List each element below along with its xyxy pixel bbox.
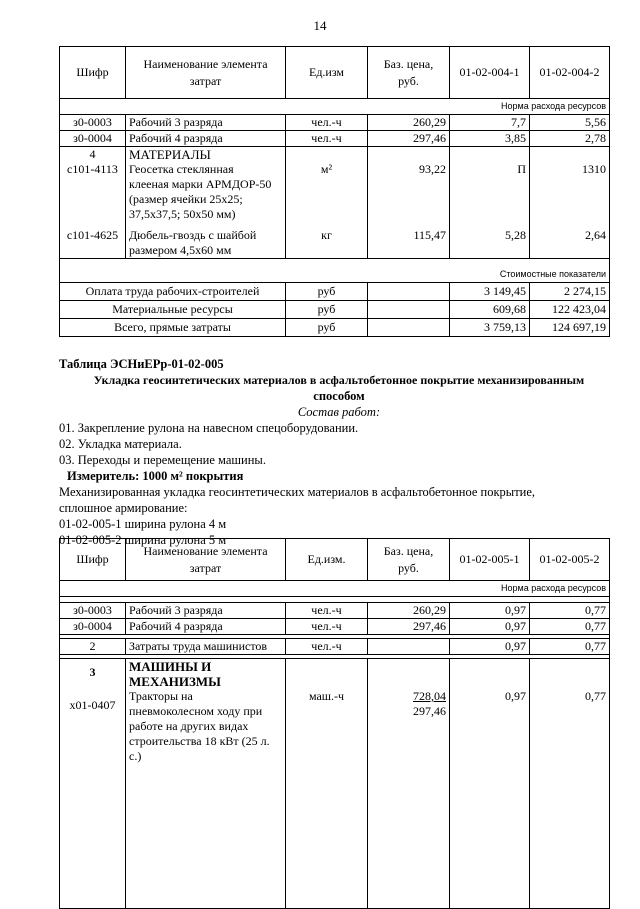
row-price: 297,46 [368,619,450,635]
row-unit: чел.-ч [286,115,368,131]
row-value1: 0,97 [450,603,530,619]
header-name [126,47,286,99]
work-step: 03. Переходы и перемещение машины. [59,453,266,467]
row-code: 2 [60,639,126,655]
header-code: Шифр [60,47,126,99]
row-code: з0-0004 [60,131,126,147]
row-name-line: работе на других видах [129,719,249,733]
header-col2: 01-02-004-2 [530,47,610,99]
row-unit [286,659,368,909]
variant-line: 01-02-005-2 ширина рулона 5 м [59,533,227,547]
header-price-line: Баз. цена, [383,543,434,558]
row-code: с101-4113 [60,162,126,222]
row-name-line: строительства 18 кВт (25 л. [129,734,270,748]
header-unit: Ед.изм [286,47,368,99]
section-number: 4 [60,147,126,163]
row-name-line: Дюбель-гвоздь с шайбой [129,228,257,242]
header-code: Шифр [60,539,126,581]
header-price-line: Баз. цена, [383,56,434,71]
section-row-materials [60,147,610,163]
row-unit: чел.-ч [286,619,368,635]
header-price [368,539,450,581]
row-price: 115,47 [368,222,450,259]
row-name [126,659,286,909]
totals-value2: 2 274,15 [530,282,610,300]
totals-value2: 124 697,19 [530,318,610,336]
totals-value1: 3 759,13 [450,318,530,336]
totals-unit: руб [286,300,368,318]
row-value2: 2,64 [530,222,610,259]
totals-label: Оплата труда рабочих-строителей [60,282,286,300]
totals-unit: руб [286,282,368,300]
table-row [60,619,610,635]
header-col2: 01-02-005-2 [530,539,610,581]
meter-line: Измеритель: 1000 м² покрытия [67,469,244,483]
row-code: з0-0003 [60,115,126,131]
resource-table-01-02-005 [59,538,610,909]
section-title: МЕХАНИЗМЫ [129,674,221,689]
row-value2: 0,77 [530,603,610,619]
row-price: 93,22 [368,162,450,222]
row-name: Рабочий 3 разряда [126,115,286,131]
header-name-line: Наименование элемента [143,56,268,71]
row-name-line: пневмоколесном ходу при [129,704,263,718]
cost-subheader [60,267,610,283]
totals-unit: руб [286,318,368,336]
row-price [368,659,450,909]
description-line: Механизированная укладка геосинтетических материалов в асфальтобетонное покрытие, [59,485,536,499]
row-unit: кг [286,222,368,259]
header-name [126,539,286,581]
table-subtitle: Укладка геосинтетических материалов в асфальтобетонное покрытие механизированным [93,373,585,387]
row-name-line: размером 4,5х60 мм [129,243,232,257]
table-row [60,222,610,259]
row-value2: 5,56 [530,115,610,131]
norm-label: Норма расхода ресурсов [60,99,610,115]
machine-price: 297,46 [413,704,446,718]
row-price: 297,46 [368,131,450,147]
work-step: 01. Закрепление рулона на навесном спецоборудовании. [59,421,359,435]
header-name-line: Наименование элемента [143,543,268,558]
row-name-line: с.) [129,749,142,763]
page-number: 14 [313,18,327,33]
row-code: з0-0004 [60,619,126,635]
norm-label: Норма расхода ресурсов [60,581,610,597]
table-description [59,356,619,548]
totals-row [60,300,610,318]
row-code: з0-0003 [60,603,126,619]
totals-value2: 122 423,04 [530,300,610,318]
row-name: Затраты труда машинистов [126,639,286,655]
section-number: 3 [89,665,96,679]
variant-line: 01-02-005-1 ширина рулона 4 м [59,517,227,531]
section-row-machines [60,659,610,909]
table-row [60,639,610,655]
row-name-line: Тракторы на [129,689,193,703]
header-name-line: затрат [189,73,222,88]
row-name [126,222,286,259]
table-row [60,603,610,619]
row-unit: чел.-ч [286,603,368,619]
section-title: МАШИНЫ И [129,659,212,674]
totals-value1: 3 149,45 [450,282,530,300]
row-value1 [450,659,530,909]
machine-code: х01-0407 [69,698,116,712]
totals-label: Всего, прямые затраты [60,318,286,336]
row-price: 260,29 [368,115,450,131]
row-name-line: 37,5х37,5; 50х50 мм) [129,207,236,221]
row-value2 [530,659,610,909]
norm-subheader [60,581,610,597]
totals-row [60,282,610,300]
header-name-line: затрат [189,560,222,575]
row-value1: П [450,162,530,222]
header-col1: 01-02-004-1 [450,47,530,99]
table-subtitle: способом [313,389,365,403]
row-name [126,162,286,222]
table-header-row [60,539,610,581]
machine-value2: 0,77 [585,689,606,703]
row-name: Рабочий 4 разряда [126,619,286,635]
row-name: Рабочий 3 разряда [126,603,286,619]
row-code: с101-4625 [60,222,126,259]
table-row [60,115,610,131]
norm-subheader [60,99,610,115]
header-col1: 01-02-005-1 [450,539,530,581]
machine-value1: 0,97 [505,689,526,703]
row-name-line: клееная марки АРМДОР-50 [129,177,272,191]
row-code [60,659,126,909]
row-value1: 0,97 [450,639,530,655]
machine-unit: маш.-ч [308,689,345,703]
composition-heading: Состав работ: [297,405,381,419]
row-unit: чел.-ч [286,639,368,655]
totals-row [60,318,610,336]
row-value2: 0,77 [530,619,610,635]
row-value2: 2,78 [530,131,610,147]
row-value2: 0,77 [530,639,610,655]
header-price-line: руб. [398,73,419,88]
spacer-row [60,259,610,267]
description-line: сплошное армирование: [59,501,188,515]
row-unit: чел.-ч [286,131,368,147]
header-price-line: руб. [398,560,419,575]
row-unit: м² [286,162,368,222]
row-value1: 7,7 [450,115,530,131]
row-value1: 0,97 [450,619,530,635]
header-price [368,47,450,99]
table-title: Таблица ЭСНиЕРр-01-02-005 [59,357,224,371]
table-row [60,131,610,147]
row-name: Рабочий 4 разряда [126,131,286,147]
cost-label: Стоимостные показатели [60,267,610,283]
totals-value1: 609,68 [450,300,530,318]
header-unit: Ед.изм. [286,539,368,581]
row-value1: 3,85 [450,131,530,147]
row-price: 260,29 [368,603,450,619]
table-header-row [60,47,610,99]
row-name-line: Геосетка стеклянная [129,162,234,176]
row-value1: 5,28 [450,222,530,259]
machine-price: 728,04 [413,689,446,703]
totals-label: Материальные ресурсы [60,300,286,318]
section-title: МАТЕРИАЛЫ [126,147,286,163]
work-step: 02. Укладка материала. [59,437,182,451]
table-row [60,162,610,222]
resource-table-01-02-004 [59,46,610,337]
row-name-line: (размер ячейки 25х25; [129,192,243,206]
row-value2: 1310 [530,162,610,222]
